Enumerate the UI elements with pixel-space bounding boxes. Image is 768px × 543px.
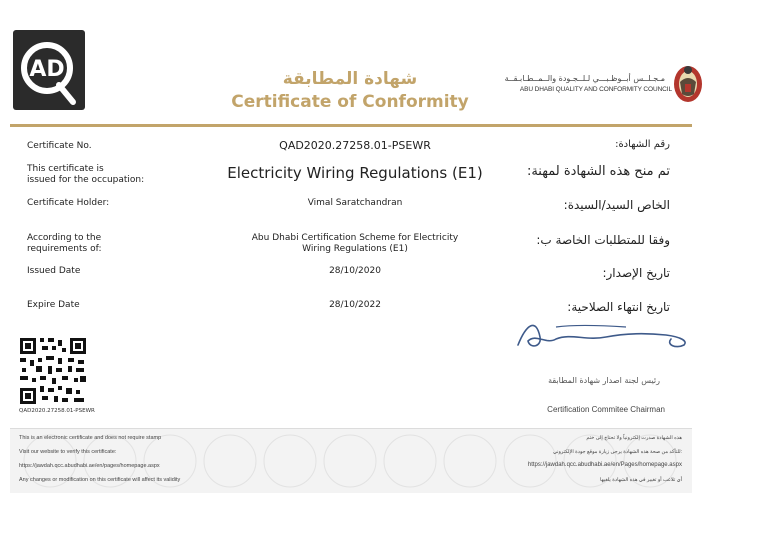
header-divider (10, 124, 692, 127)
occupation-label-line2: issued for the occupation: (27, 175, 145, 185)
footer-note-3-ar: أي تلاعب أو تغيير في هذه الشهادة يلغيها (600, 477, 682, 483)
occupation-label-ar: تم منح هذه الشهادة لمهنة: (526, 164, 670, 179)
occupation-label-line1: This certificate is (27, 164, 104, 174)
footer-link[interactable]: https://jawdah.qcc.abudhabi.ae/en/pages/homepage.aspx (19, 463, 160, 469)
holder-value: Vimal Saratchandran (307, 198, 403, 208)
issued-date-label: Issued Date (27, 266, 81, 276)
issued-date-value: 28/10/2020 (329, 266, 381, 276)
certificate (10, 25, 692, 493)
footer-note-2: Visit our website to verify this certificate: (19, 449, 117, 455)
expire-date-label: Expire Date (27, 300, 80, 310)
footer-link-ar[interactable]: https://jawdah.qcc.abudhabi.ae/en/Pages/homepage.aspx (527, 462, 682, 468)
footer-note-1: This is an electronic certificate and does not require stamp (19, 435, 162, 441)
council-name-arabic: مـجـلــس أبــوظـبـــي لـلــجـودة والــمــطـابـقــة (504, 74, 665, 83)
title-arabic: شهادة المطابقة (282, 69, 418, 89)
occupation-value: Electricity Wiring Regulations (E1) (227, 164, 483, 182)
chairman-signature (516, 315, 692, 355)
cert-no-label: Certificate No. (27, 141, 92, 151)
requirements-value-line2: Wiring Regulations (E1) (302, 244, 408, 254)
footer-note-3: Any changes or modification on this certificate will affect its validity (19, 477, 181, 483)
qr-code (18, 336, 88, 406)
qr-code-label: QAD2020.27258.01-PSEWR (19, 408, 95, 414)
falcon-emblem-icon (672, 62, 704, 104)
ad-logo-icon (13, 30, 85, 110)
footer-note-2-ar: للتأكد من صحة هذه الشهادة يرجى زيارة موقع جودة الإلكتروني: (552, 449, 682, 455)
svg-text:AD: AD (29, 57, 65, 82)
chairman-title-arabic: رئيس لجنة اصدار شهادة المطابقة (548, 376, 660, 385)
cert-no-value: QAD2020.27258.01-PSEWR (279, 139, 431, 152)
holder-label: Certificate Holder: (27, 198, 110, 208)
expire-date-label-ar: تاريخ انتهاء الصلاحية: (567, 300, 670, 314)
requirements-label-ar: وفقا للمتطلبات الخاصة ب: (536, 233, 670, 247)
chairman-title-english: Certification Commitee Chairman (547, 405, 665, 414)
requirements-value-line1: Abu Dhabi Certification Scheme for Electricity (251, 233, 459, 243)
council-name-english: ABU DHABI QUALITY AND CONFORMITY COUNCIL (519, 86, 672, 93)
expire-date-value: 28/10/2022 (329, 300, 381, 310)
issued-date-label-ar: تاريخ الإصدار: (602, 266, 670, 280)
footer-note-1-ar: هذه الشهادة صدرت إلكترونياً ولا تحتاج إلى ختم (586, 435, 682, 441)
cert-no-label-ar: رقم الشهادة: (615, 139, 670, 150)
certificate-footer (10, 428, 692, 493)
holder-label-ar: الخاص السيد/السيدة: (563, 198, 670, 212)
requirements-label-line2: requirements of: (27, 244, 102, 254)
requirements-label-line1: According to the (27, 233, 102, 243)
title-english: Certificate of Conformity (231, 92, 469, 112)
